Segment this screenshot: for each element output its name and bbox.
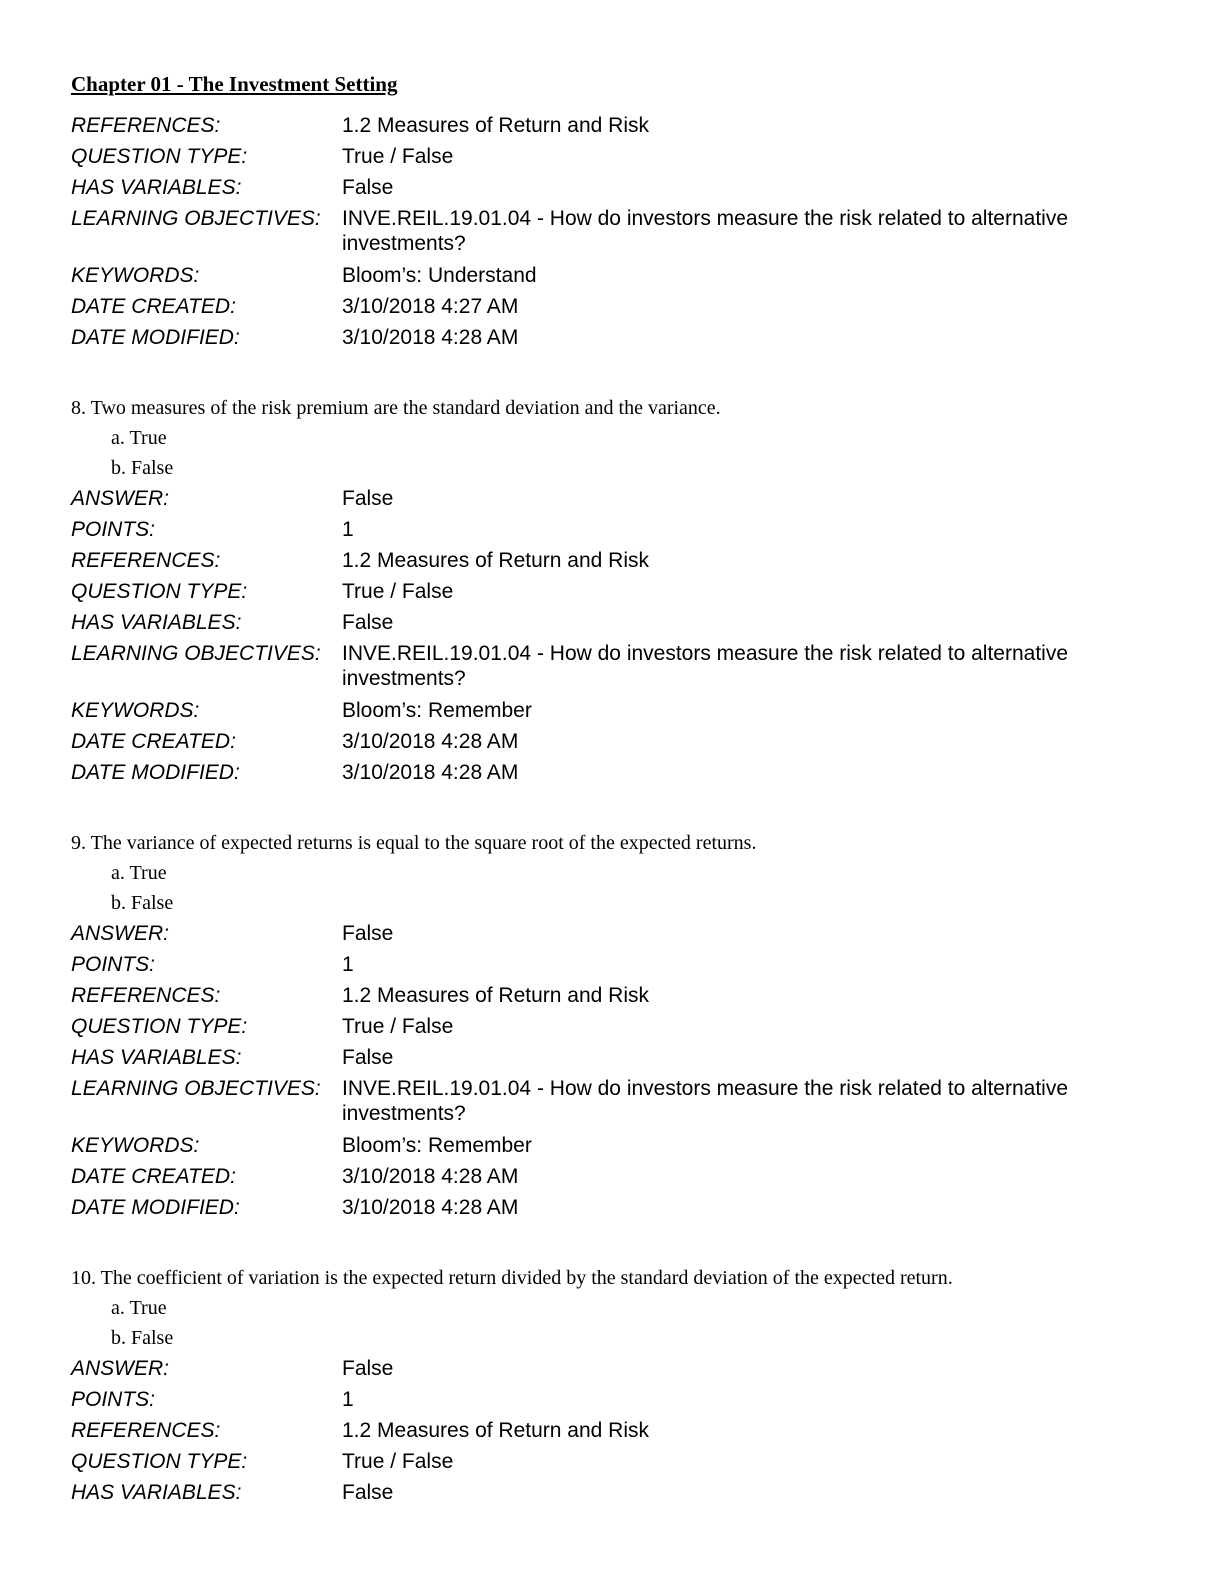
meta-row-date-modified — [71, 322, 1161, 353]
meta-value: True / False — [342, 1450, 454, 1473]
option-b: b. False — [111, 1327, 174, 1349]
meta-value: 3/10/2018 4:28 AM — [342, 326, 519, 349]
meta-label: DATE CREATED: — [71, 730, 236, 753]
meta-value: Bloom’s: Remember — [342, 1134, 532, 1157]
question-text: 10. The coefficient of variation is the expected return divided by the standard deviation of the expected return. — [71, 1267, 953, 1289]
meta-label: REFERENCES: — [71, 549, 221, 572]
meta-label: HAS VARIABLES: — [71, 1481, 242, 1504]
meta-value: False — [342, 922, 394, 945]
meta-value: True / False — [342, 1015, 454, 1038]
meta-label: LEARNING OBJECTIVES: — [71, 642, 321, 665]
meta-value: False — [342, 487, 394, 510]
meta-label: POINTS: — [71, 1388, 156, 1411]
meta-value: 1 — [342, 953, 354, 976]
meta-row-answer — [71, 483, 1161, 514]
meta-value: True / False — [342, 145, 454, 168]
question-block-10 — [71, 1263, 1161, 1508]
document-page — [71, 68, 1161, 1508]
question-text: 9. The variance of expected returns is equal to the square root of the expected returns. — [71, 832, 757, 854]
meta-value: False — [342, 1481, 394, 1504]
meta-label: REFERENCES: — [71, 1419, 221, 1442]
option-a: a. True — [111, 862, 167, 884]
previous-question-meta — [71, 110, 1161, 353]
meta-label: REFERENCES: — [71, 114, 221, 137]
meta-row-learning-objectives — [71, 1073, 1161, 1130]
meta-label: HAS VARIABLES: — [71, 1046, 242, 1069]
meta-value: 1 — [342, 518, 354, 541]
meta-value: False — [342, 176, 394, 199]
meta-row-points — [71, 514, 1161, 545]
question-text: 8. Two measures of the risk premium are the standard deviation and the variance. — [71, 397, 721, 419]
meta-value: False — [342, 1046, 394, 1069]
option-a: a. True — [111, 427, 167, 449]
meta-row-has-variables — [71, 607, 1161, 638]
meta-label: POINTS: — [71, 518, 156, 541]
meta-value: 1.2 Measures of Return and Risk — [342, 1419, 649, 1442]
meta-row-keywords — [71, 1130, 1161, 1161]
meta-label: REFERENCES: — [71, 984, 221, 1007]
meta-row-has-variables — [71, 1042, 1161, 1073]
chapter-title: Chapter 01 - The Investment Setting — [71, 72, 398, 96]
meta-value: 3/10/2018 4:27 AM — [342, 295, 519, 318]
meta-label: QUESTION TYPE: — [71, 1450, 248, 1473]
meta-value: 3/10/2018 4:28 AM — [342, 761, 519, 784]
meta-row-question-type — [71, 1011, 1161, 1042]
meta-row-question-type — [71, 576, 1161, 607]
meta-label: DATE MODIFIED: — [71, 326, 240, 349]
option-a: a. True — [111, 1297, 167, 1319]
meta-row-date-created — [71, 726, 1161, 757]
meta-value: 3/10/2018 4:28 AM — [342, 1165, 519, 1188]
meta-label: DATE MODIFIED: — [71, 761, 240, 784]
meta-row-question-type — [71, 1446, 1161, 1477]
meta-value: INVE.REIL.19.01.04 - How do investors measure the risk related to alternative investments? — [342, 1077, 1069, 1125]
meta-row-references — [71, 545, 1161, 576]
meta-row-date-created — [71, 1161, 1161, 1192]
meta-value: 3/10/2018 4:28 AM — [342, 730, 519, 753]
meta-value: True / False — [342, 580, 454, 603]
meta-row-date-modified — [71, 757, 1161, 788]
meta-value: INVE.REIL.19.01.04 - How do investors measure the risk related to alternative investments? — [342, 642, 1069, 690]
meta-label: KEYWORDS: — [71, 1134, 200, 1157]
question-block-8 — [71, 393, 1161, 788]
meta-row-has-variables — [71, 172, 1161, 203]
meta-value: 3/10/2018 4:28 AM — [342, 1196, 519, 1219]
meta-row-references — [71, 110, 1161, 141]
meta-row-answer — [71, 918, 1161, 949]
meta-row-references — [71, 1415, 1161, 1446]
meta-value: 1.2 Measures of Return and Risk — [342, 984, 649, 1007]
meta-label: ANSWER: — [71, 922, 170, 945]
meta-label: QUESTION TYPE: — [71, 1015, 248, 1038]
meta-value: INVE.REIL.19.01.04 - How do investors measure the risk related to alternative investments? — [342, 207, 1069, 255]
meta-value: 1.2 Measures of Return and Risk — [342, 549, 649, 572]
meta-label: ANSWER: — [71, 1357, 170, 1380]
option-b: b. False — [111, 457, 174, 479]
meta-row-answer — [71, 1353, 1161, 1384]
meta-row-points — [71, 949, 1161, 980]
meta-label: DATE CREATED: — [71, 295, 236, 318]
meta-row-learning-objectives — [71, 638, 1161, 695]
meta-value: Bloom’s: Remember — [342, 699, 532, 722]
meta-label: POINTS: — [71, 953, 156, 976]
meta-label: KEYWORDS: — [71, 264, 200, 287]
meta-row-has-variables — [71, 1477, 1161, 1508]
meta-label: DATE CREATED: — [71, 1165, 236, 1188]
meta-label: LEARNING OBJECTIVES: — [71, 1077, 321, 1100]
meta-row-keywords — [71, 695, 1161, 726]
meta-value: False — [342, 1357, 394, 1380]
meta-row-points — [71, 1384, 1161, 1415]
meta-label: ANSWER: — [71, 487, 170, 510]
meta-row-references — [71, 980, 1161, 1011]
option-b: b. False — [111, 892, 174, 914]
meta-label: DATE MODIFIED: — [71, 1196, 240, 1219]
meta-value: 1 — [342, 1388, 354, 1411]
meta-value: Bloom’s: Understand — [342, 264, 537, 287]
meta-label: HAS VARIABLES: — [71, 176, 242, 199]
question-block-9 — [71, 828, 1161, 1223]
meta-label: QUESTION TYPE: — [71, 580, 248, 603]
meta-row-date-modified — [71, 1192, 1161, 1223]
meta-label: HAS VARIABLES: — [71, 611, 242, 634]
meta-value: False — [342, 611, 394, 634]
meta-value: 1.2 Measures of Return and Risk — [342, 114, 649, 137]
meta-label: LEARNING OBJECTIVES: — [71, 207, 321, 230]
meta-label: KEYWORDS: — [71, 699, 200, 722]
meta-label: QUESTION TYPE: — [71, 145, 248, 168]
meta-row-question-type — [71, 141, 1161, 172]
meta-row-keywords — [71, 260, 1161, 291]
meta-row-learning-objectives — [71, 203, 1161, 260]
meta-row-date-created — [71, 291, 1161, 322]
